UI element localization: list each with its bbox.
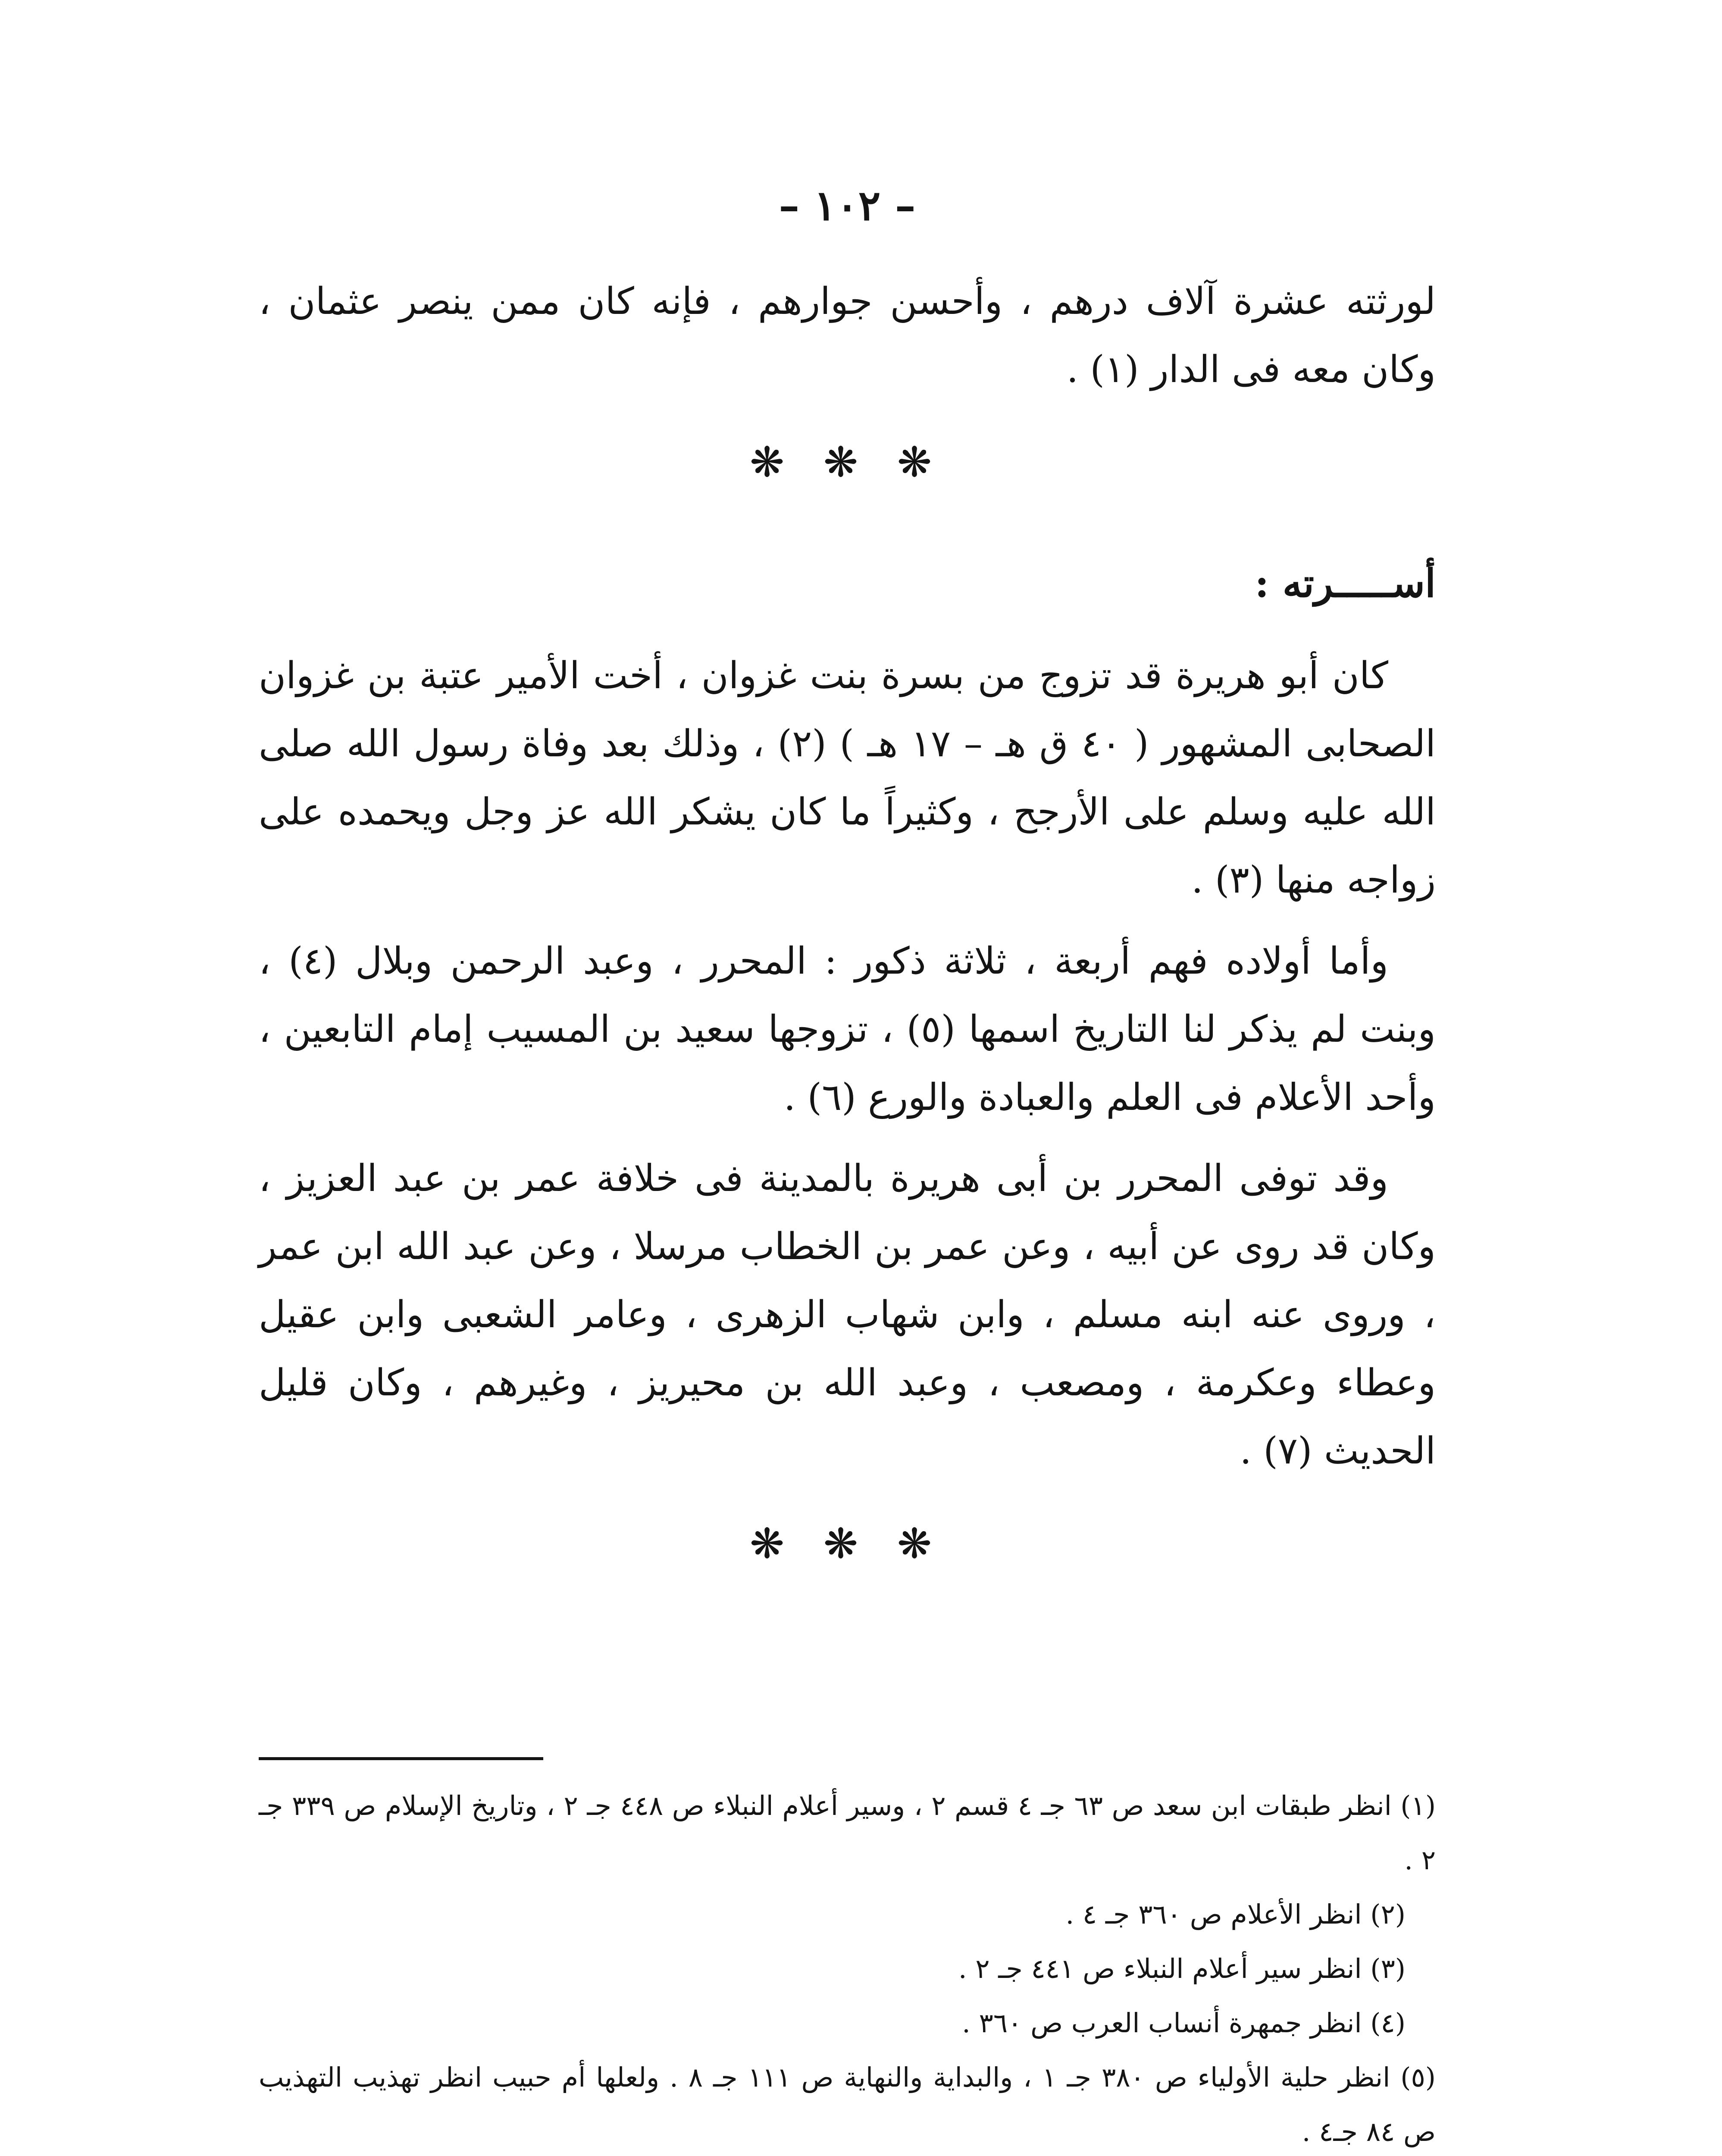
opening-paragraph: لورثته عشرة آلاف درهم ، وأحسن جوارهم ، فإنه كان ممن ينصر عثمان ، وكان معه فى الدار (١) . xyxy=(259,280,1436,391)
main-text xyxy=(259,267,1436,1633)
paragraph-children: وأما أولاده فهم أربعة ، ثلاثة ذكور : المحرر ، وعبد الرحمن وبلال (٤) ، وبنت لم يذكر لنا التاريخ اسمها (٥) ، تزوجها سعيد بن المسيب إمام التابعين ، وأحد الأعلام فى العلم والعبادة والورع (٦) . xyxy=(259,940,1436,1119)
footnote-2: (٢) انظر الأعلام ص ٣٦٠ جـ ٤ . xyxy=(1065,1899,1406,1930)
footnote-4: (٤) انظر جمهرة أنساب العرب ص ٣٦٠ . xyxy=(962,2007,1406,2039)
page-number: – ١٠٢ – xyxy=(779,181,916,230)
section-ornament-top: ❋ ❋ ❋ xyxy=(749,438,945,486)
footnote-divider xyxy=(259,1757,543,1760)
section-heading: أســـــرته : xyxy=(1255,561,1436,606)
footnote-1: (١) انظر طبقات ابن سعد ص ٦٣ جـ ٤ قسم ٢ ، وسير أعلام النبلاء ص ٤٤٨ جـ ٢ ، وتاريخ الإسلام ص ٣٣٩ جـ ٢ . xyxy=(259,1790,1436,1876)
section-ornament-bottom: ❋ ❋ ❋ xyxy=(749,1520,945,1568)
footnotes xyxy=(259,1779,1436,2156)
paragraph-muharrir: وقد توفى المحرر بن أبى هريرة بالمدينة فى خلافة عمر بن عبد العزيز ، وكان قد روى عن أبيه ، وعن عمر بن الخطاب مرسلا ، وعن عبد الله ابن عمر ، وروى عنه ابنه مسلم ، وابن شهاب الزهرى ، وعامر الشعبى وابن عقيل وعطاء وعكرمة ، ومصعب ، وعبد الله بن محيريز ، وغيرهم ، وكان قليل الحديث (٧) . xyxy=(259,1157,1436,1473)
footnote-5: (٥) انظر حلية الأولياء ص ٣٨٠ جـ ١ ، والبداية والنهاية ص ١١١ جـ ٨ . ولعلها أم حبيب انظر تهذيب التهذيب ص ٨٤ جـ٤ . xyxy=(259,2062,1436,2147)
book-page xyxy=(259,0,1436,2156)
footnote-3: (٣) انظر سير أعلام النبلاء ص ٤٤١ جـ ٢ . xyxy=(958,1953,1406,1984)
paragraph-marriage: كان أبو هريرة قد تزوج من بسرة بنت غزوان ، أخت الأمير عتبة بن غزوان الصحابى المشهور ( ٤٠ ق هـ – ١٧ هـ ) (٢) ، وذلك بعد وفاة رسول الله صلى الله عليه وسلم على الأرجح ، وكثيراً ما كان يشكر الله عز وجل ويحمده على زواجه منها (٣) . xyxy=(259,654,1436,902)
